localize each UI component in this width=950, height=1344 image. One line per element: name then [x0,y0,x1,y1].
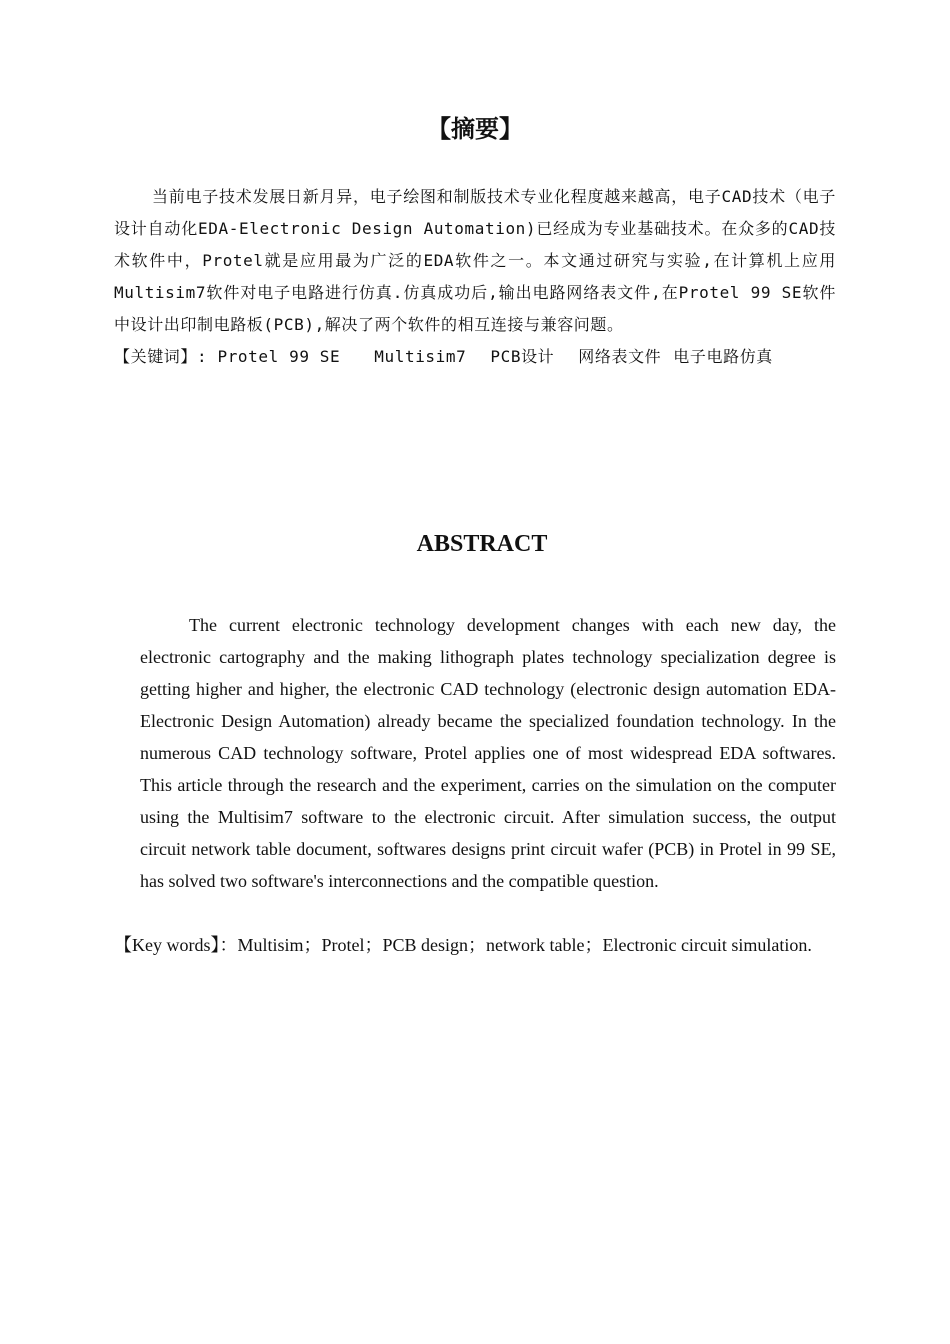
chinese-keyword: Protel 99 SE [217,347,341,366]
chinese-keyword: 网络表文件 [578,347,662,366]
chinese-keywords-line [114,341,836,373]
chinese-keyword: 电子电路仿真 [673,347,773,366]
english-abstract-body: The current electronic technology development changes with each new day, the electronic cartography and the making lithograph plates technology specialization degree is getting higher and higher, the electronic CAD technology (electronic design automation EDA-Electronic Design Automation) already became the specialized foundation technology. In the numerous CAD technology software, Protel applies one of most widespread EDA softwares. This article through the research and the experiment, carries on the simulation on the computer using the Multisim7 software to the electronic circuit. After simulation success, the output circuit network table document, softwares designs print circuit wafer (PCB) in Protel in 99 SE, has solved two software's interconnections and the compatible question. [140,615,836,891]
chinese-keyword: Multisim7 [374,347,467,366]
chinese-abstract-section [114,181,836,373]
chinese-abstract-title: 【摘要】 [427,114,523,143]
chinese-keyword: PCB设计 [490,347,555,366]
chinese-abstract-body: 当前电子技术发展日新月异，电子绘图和制版技术专业化程度越来越高，电子CAD技术（电子设计自动化EDA-Electronic Design Automation)已经成为专业基础技术。在众多的CAD技术软件中，Protel就是应用最为广泛的EDA软件之一。本文通过研究与实验,在计算机上应用Multisim7软件对电子电路进行仿真.仿真成功后,输出电路网络表文件,在Protel 99 SE软件中设计出印制电路板(PCB),解决了两个软件的相互连接与兼容问题。 [114,187,836,334]
english-keywords-line: 【Key words】：Multisim；Protel；PCB design；network table；Electronic circuit simulation. [114,935,812,955]
english-abstract-title: ABSTRACT [416,531,548,557]
chinese-keywords-label: 【关键词】: [114,347,208,366]
